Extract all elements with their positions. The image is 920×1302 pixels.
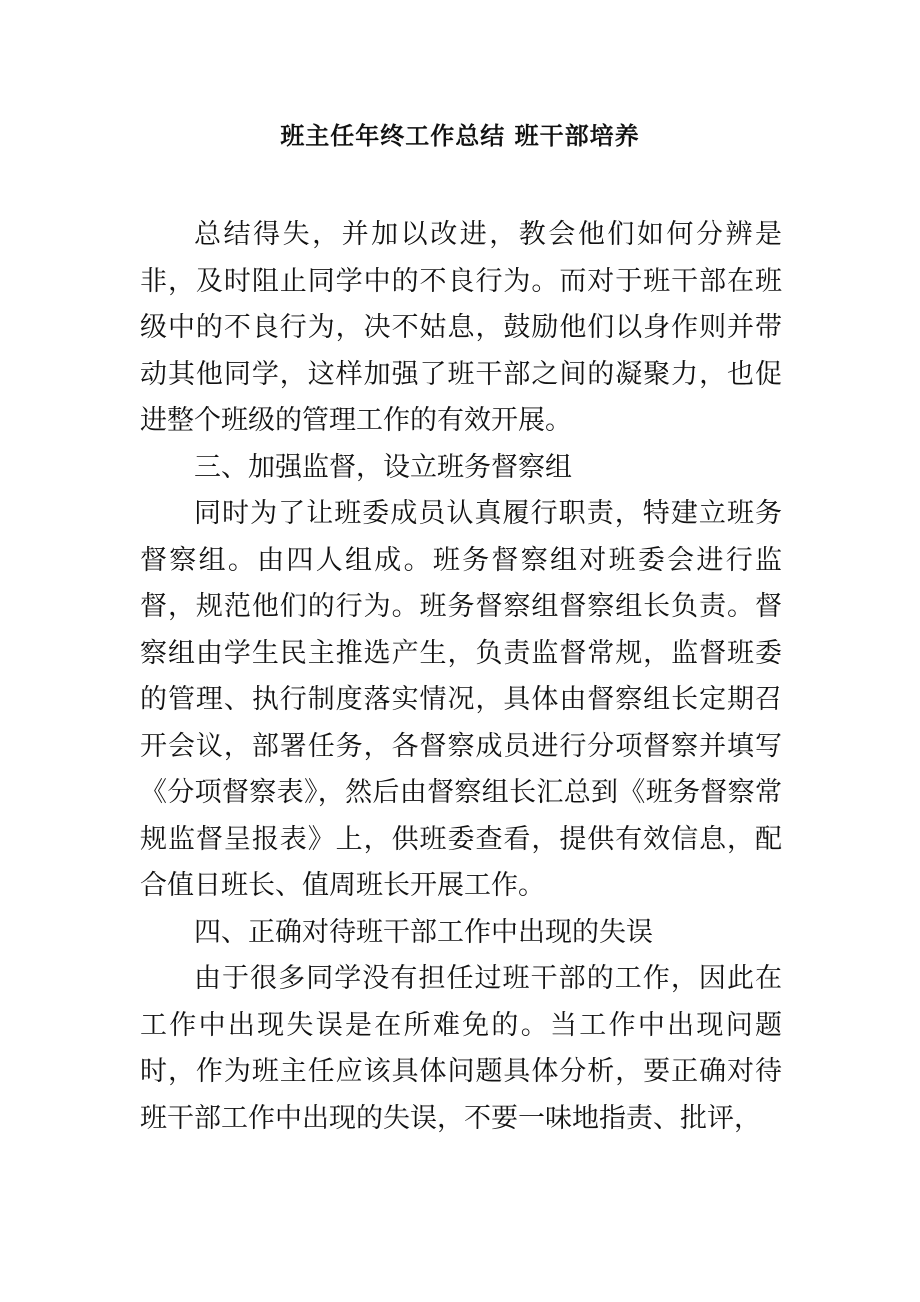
paragraph-summary: 总结得失，并加以改进，教会他们如何分辨是非，及时阻止同学中的不良行为。而对于班干部在班级中的不良行为，决不姑息，鼓励他们以身作则并带动其他同学，这样加强了班干部之间的凝聚力，也促进整个班级的管理工作的有效开展。 [140,219,782,436]
heading-section-three: 三、加强监督，设立班务督察组 [194,451,572,483]
document-title: 班主任年终工作总结 班干部培养 [280,122,640,150]
heading-section-four: 四、正确对待班干部工作中出现的失误 [194,916,653,948]
paragraph-mistakes: 由于很多同学没有担任过班干部的工作，因此在工作中出现失误是在所难免的。当工作中出现问题时，作为班主任应该具体问题具体分析，要正确对待班干部工作中出现的失误，不要一味地指责、批评， [140,963,782,1134]
document-body [140,212,782,1142]
paragraph-supervision: 同时为了让班委成员认真履行职责，特建立班务督察组。由四人组成。班务督察组对班委会进行监督，规范他们的行为。班务督察组督察组长负责。督察组由学生民主推选产生，负责监督常规，监督班委的管理、执行制度落实情况，具体由督察组长定期召开会议，部署任务，各督察成员进行分项督察并填写《分项督察表》，然后由督察组长汇总到《班务督察常规监督呈报表》上，供班委查看，提供有效信息，配合值日班长、值周班长开展工作。 [140,498,782,901]
